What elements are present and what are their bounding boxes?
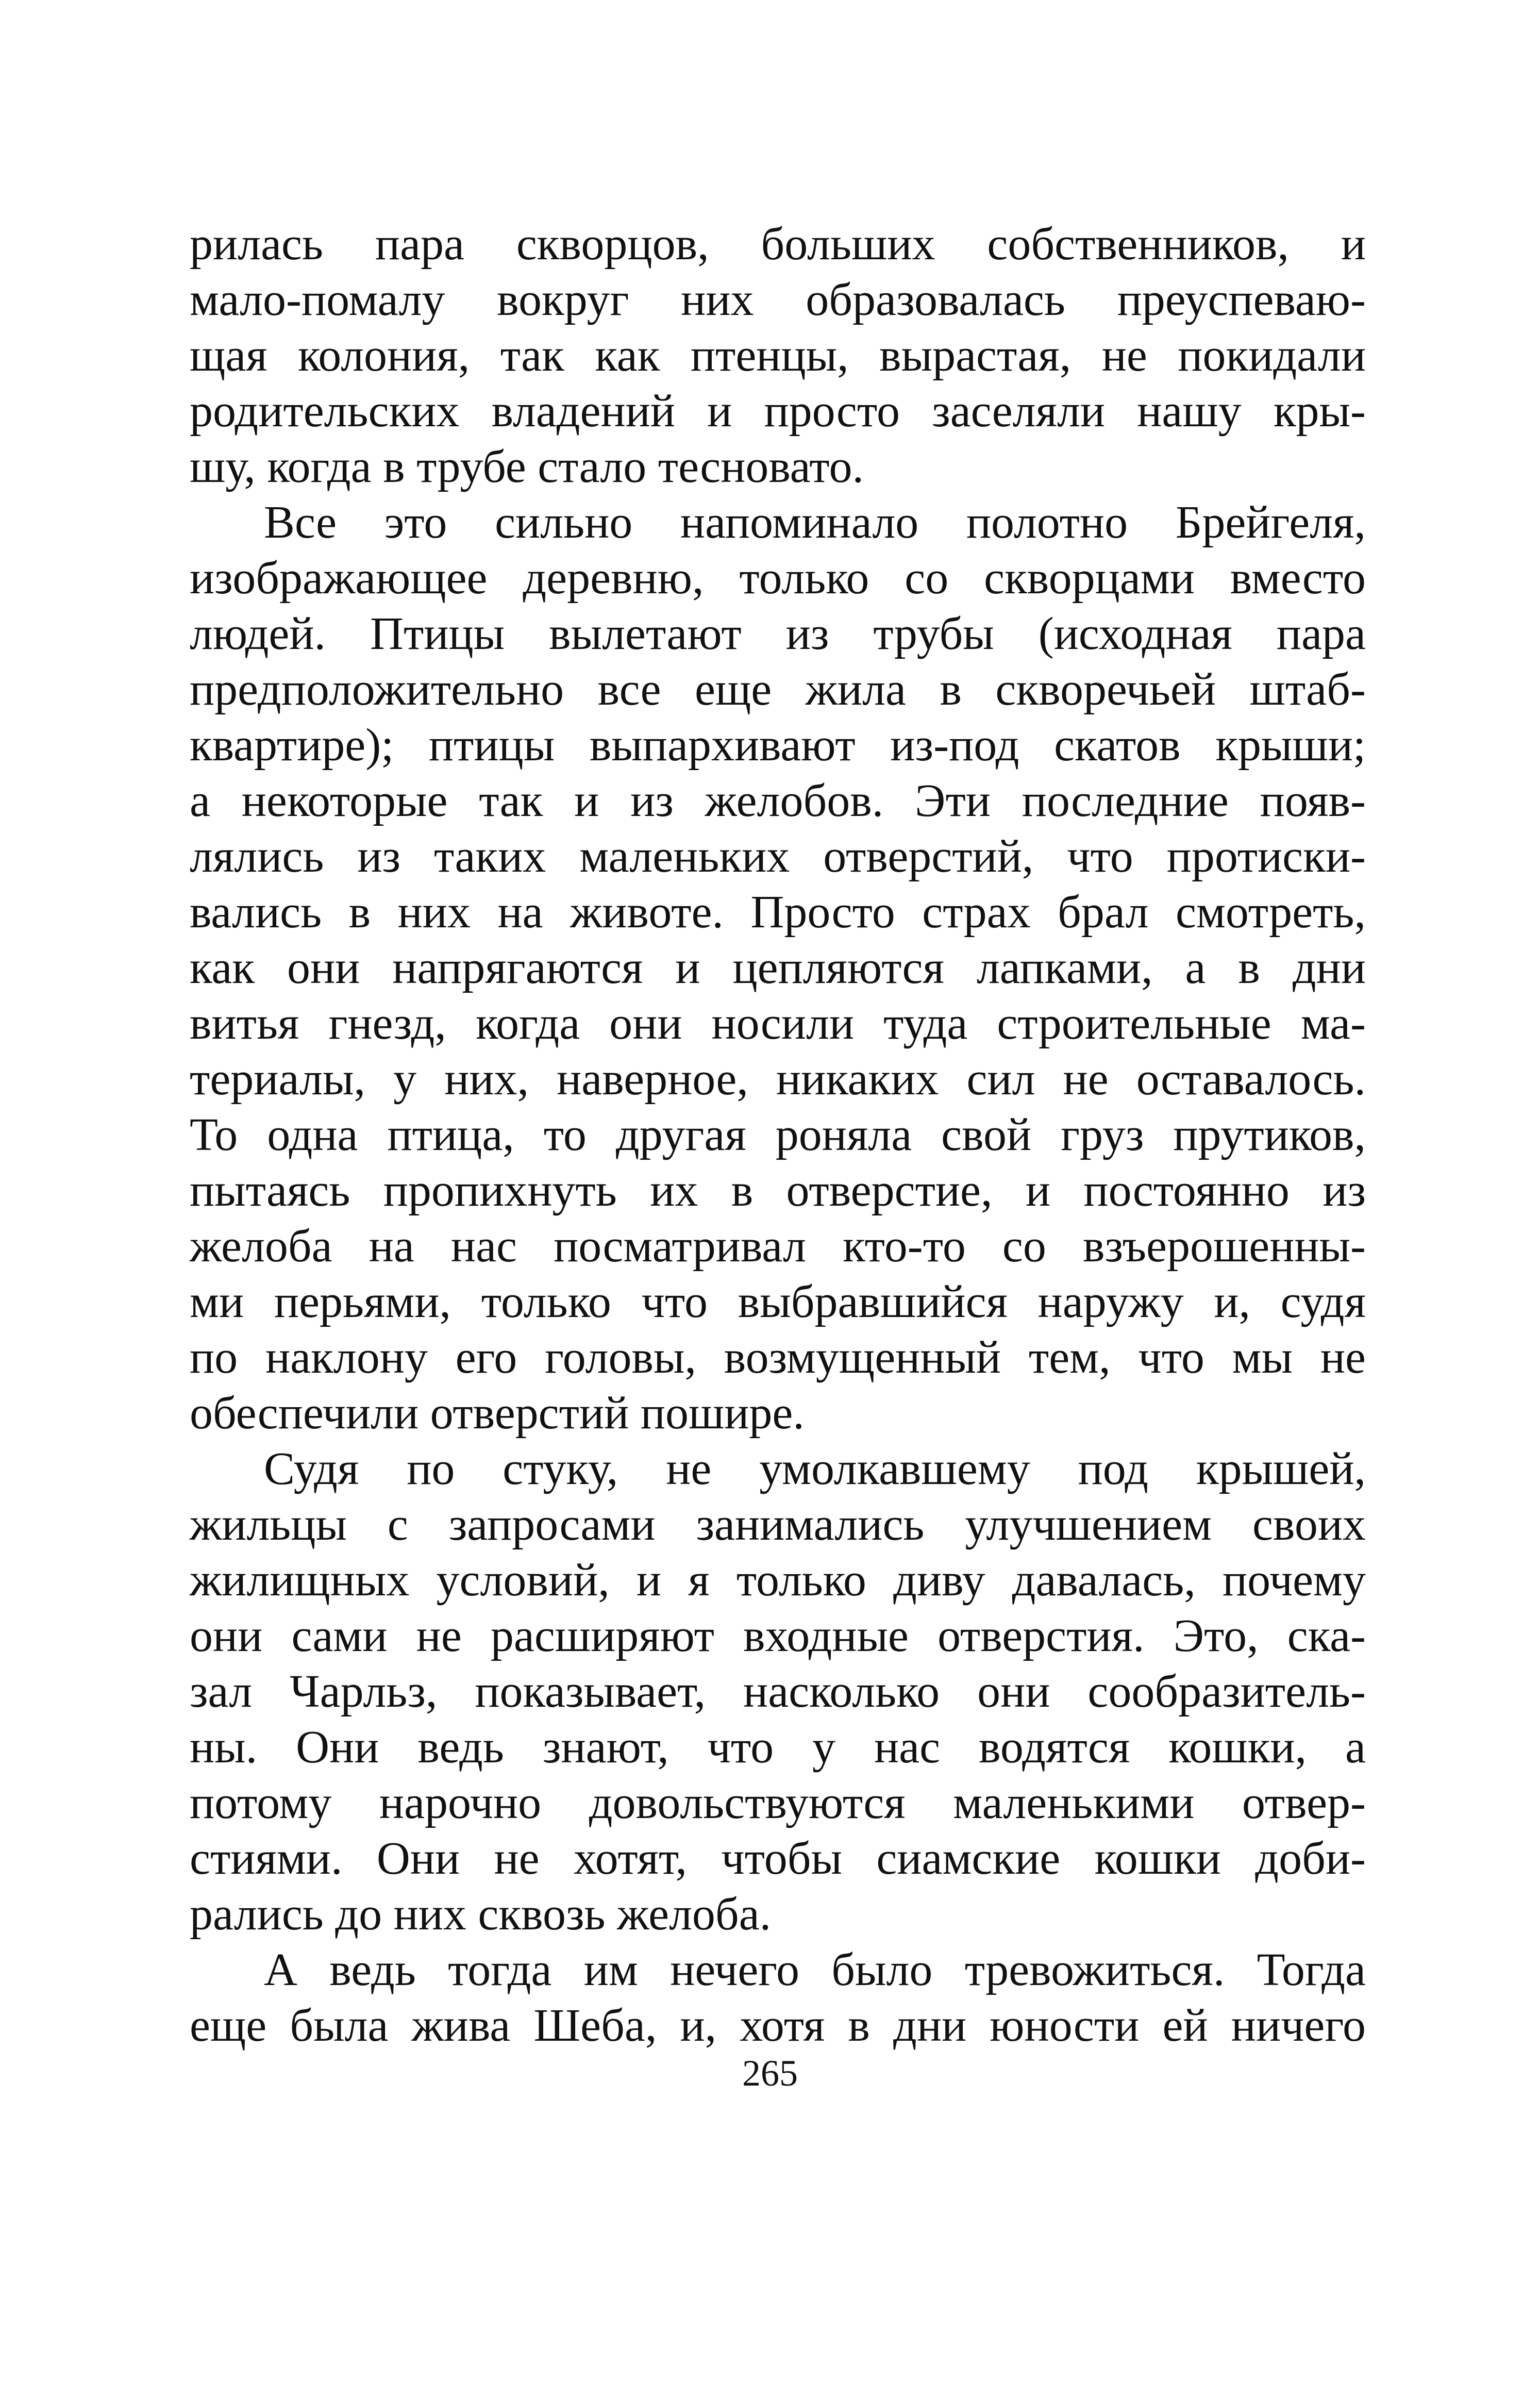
text-line: изображающее деревню, только со скворцами вместо [190,553,1366,604]
text-line: териалы, у них, наверное, никаких сил не оставалось. [190,1054,1366,1105]
paragraph-2 [190,495,1366,1441]
text-line: квартире); птицы выпархивают из-под скатов крыши; [190,720,1366,771]
text-line-indented: Судя по стуку, не умолкавшему под крышей, [264,1443,1366,1494]
text-line: родительских владений и просто заселяли нашу кры- [190,386,1366,437]
text-line: как они напрягаются и цепляются лапками, а в дни [190,942,1366,993]
text-line: лялись из таких маленьких отверстий, что протиски- [190,831,1366,882]
text-line-indented: Все это сильно напоминало полотно Брейгеля, [264,497,1366,548]
text-line: щая колония, так как птенцы, вырастая, не покидали [190,330,1366,381]
paragraph-4 [190,1942,1366,2054]
text-line: мало-помалу вокруг них образовалась преуспеваю- [190,274,1366,325]
text-line: ми перьями, только что выбравшийся наружу и, судя [190,1276,1366,1327]
text-line: потому нарочно довольствуются маленькими отвер- [190,1777,1366,1828]
text-line: обеспечили отверстий пошире. [190,1388,805,1439]
text-line: еще была жива Шеба, и, хотя в дни юности ей ничего [190,2000,1366,2051]
text-line: зал Чарльз, показывает, насколько они сообразитель- [190,1666,1366,1717]
page-number: 265 [742,2053,798,2094]
text-line: жилищных условий, и я только диву давалась, почему [190,1555,1366,1606]
text-line: рилась пара скворцов, больших собственников, и [190,219,1366,270]
text-line: шу, когда в трубе стало тесновато. [190,441,864,492]
text-line: а некоторые так и из желобов. Эти последние появ- [190,775,1366,826]
text-line: предположительно все еще жила в скворечьей штаб- [190,664,1366,715]
text-line: вались в них на животе. Просто страх брал смотреть, [190,887,1366,938]
text-line-indented: А ведь тогда им нечего было тревожиться. Тогда [264,1944,1366,1995]
body-text [190,216,1366,2054]
text-line: пытаясь пропихнуть их в отверстие, и постоянно из [190,1165,1366,1216]
text-line: стиями. Они не хотят, чтобы сиамские кошки доби- [190,1833,1366,1884]
text-line: желоба на нас посматривал кто-то со взъерошенны- [190,1221,1366,1272]
text-line: витья гнезд, когда они носили туда строительные ма- [190,998,1366,1049]
text-line: ны. Они ведь знают, что у нас водятся кошки, а [190,1722,1366,1773]
text-line: жильцы с запросами занимались улучшением своих [190,1499,1366,1550]
text-line: они сами не расширяют входные отверстия. Это, ска- [190,1610,1366,1661]
text-line: рались до них сквозь желоба. [190,1889,772,1940]
text-line: людей. Птицы вылетают из трубы (исходная пара [190,608,1366,659]
paragraph-3 [190,1441,1366,1942]
text-line: То одна птица, то другая роняла свой груз прутиков, [190,1109,1366,1160]
text-line: по наклону его головы, возмущенный тем, что мы не [190,1332,1366,1383]
paragraph-1 [190,216,1366,495]
